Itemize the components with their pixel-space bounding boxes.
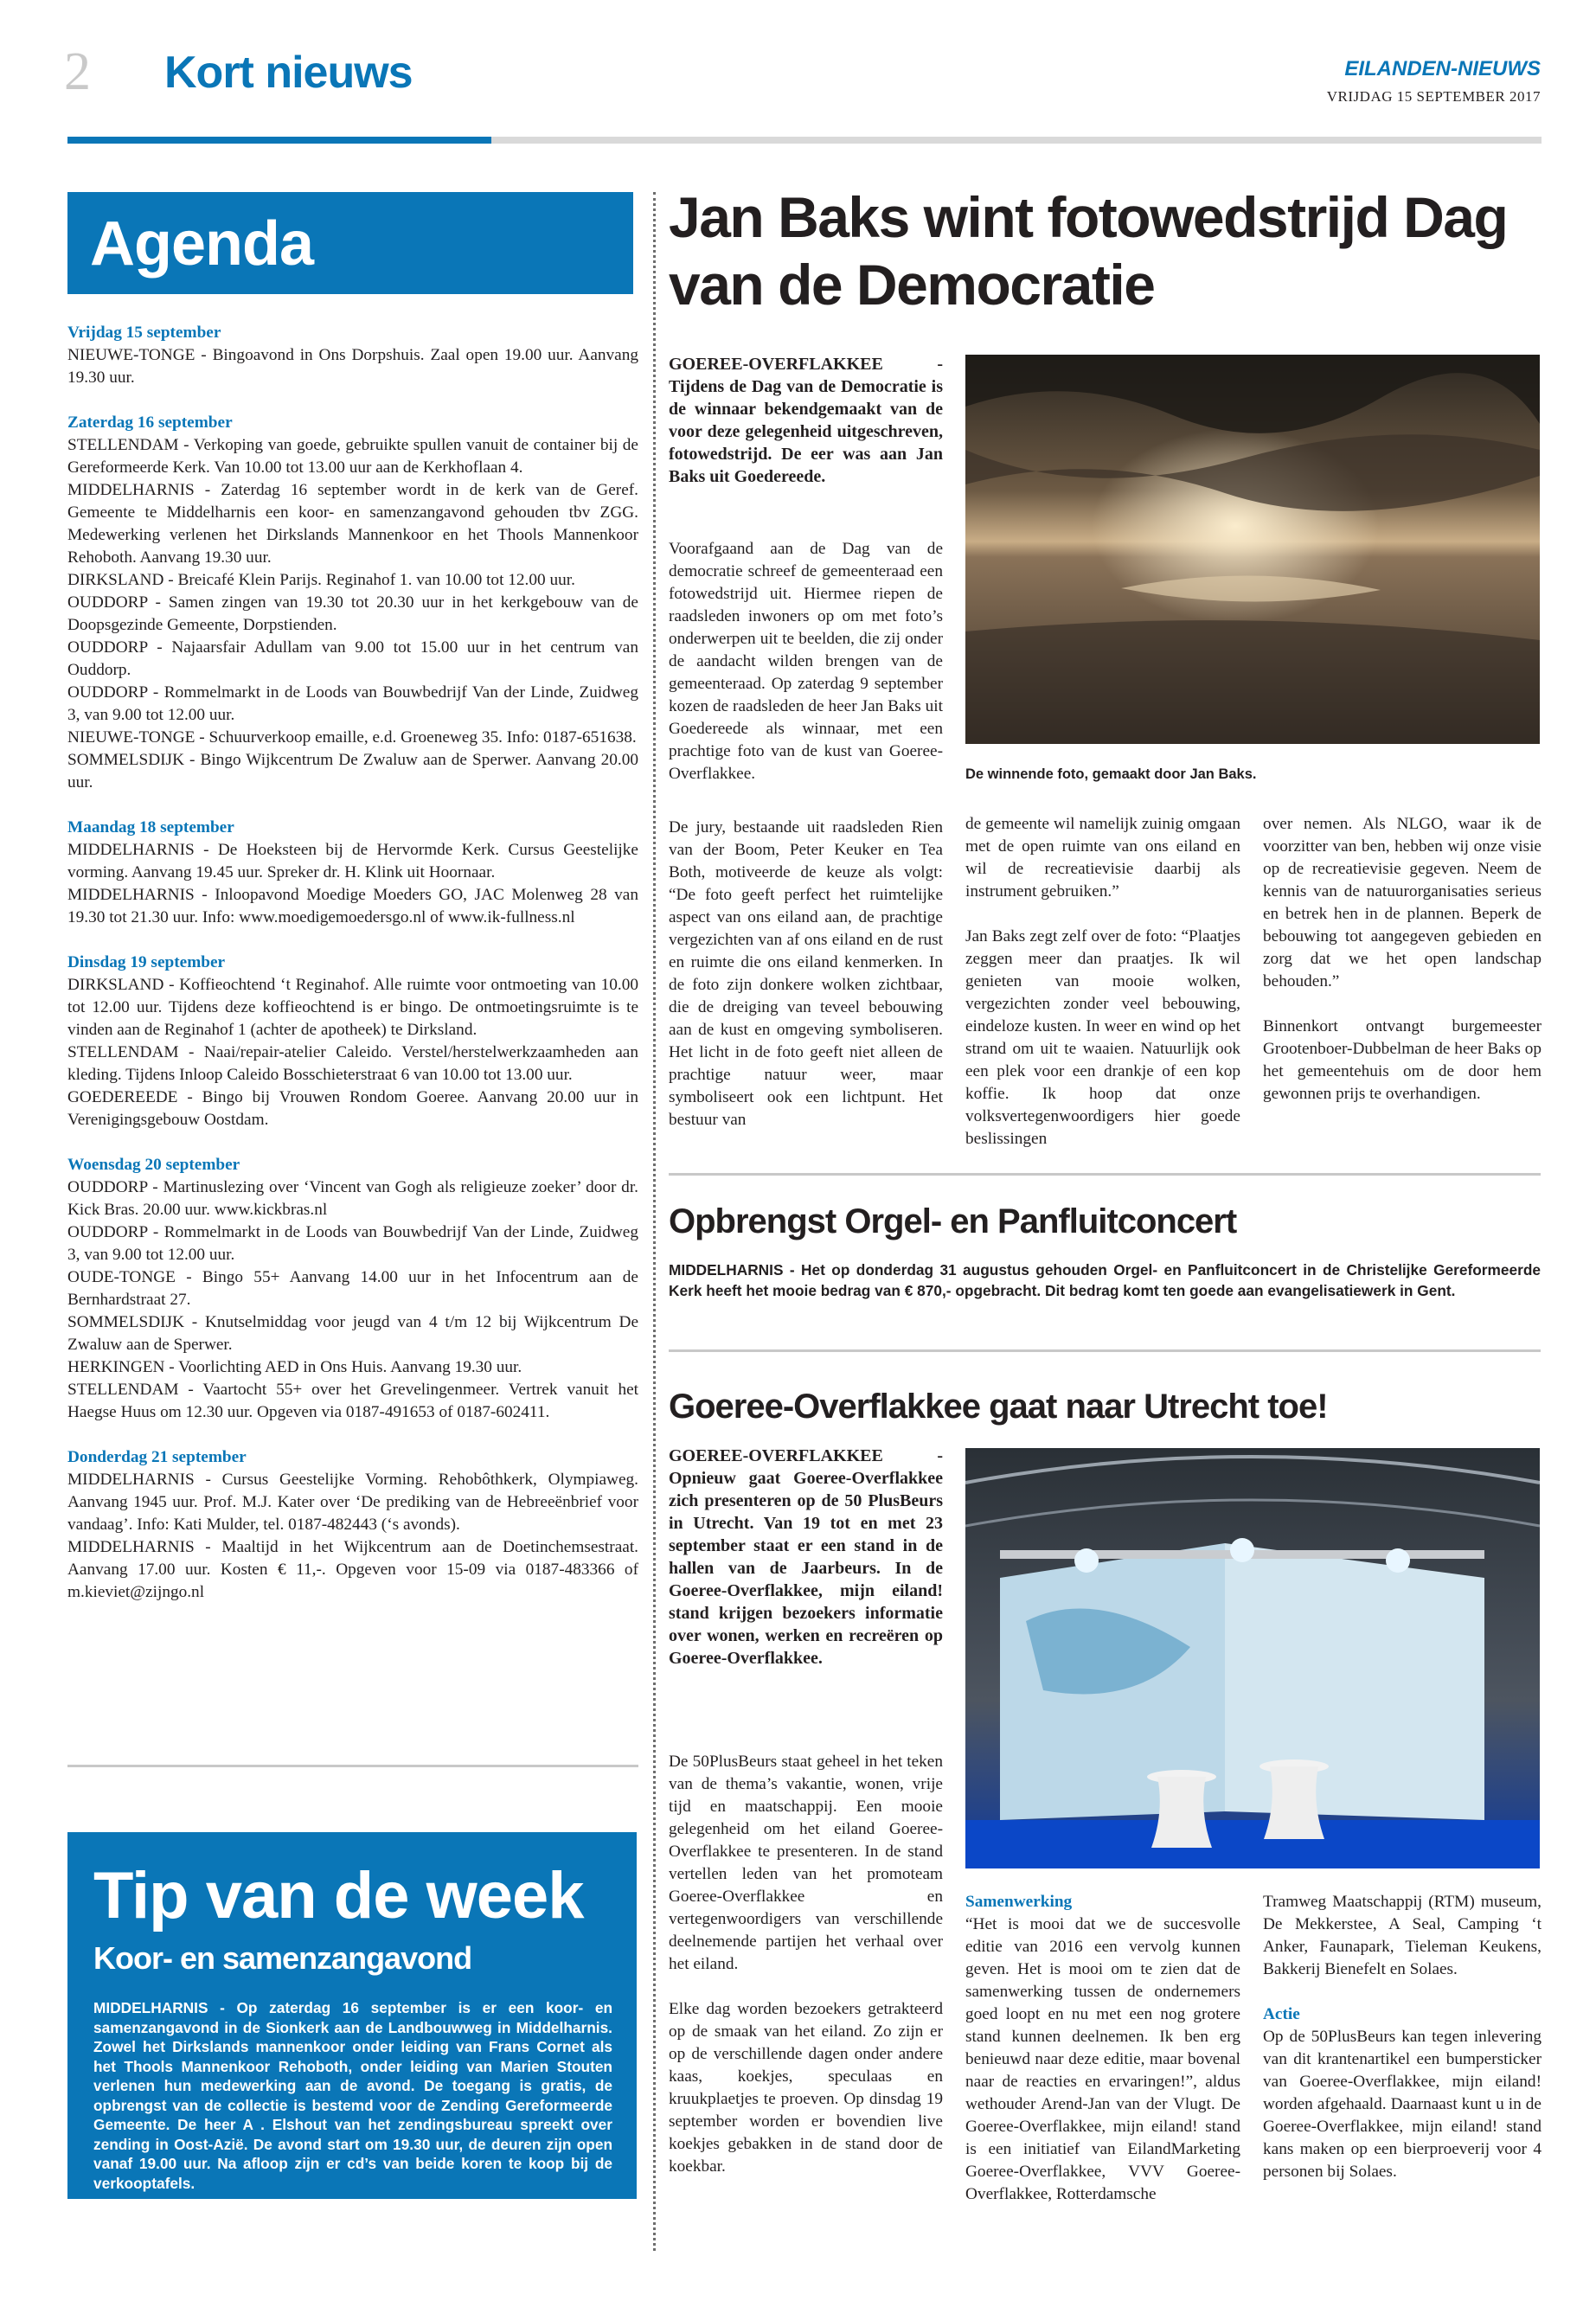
tip-title: Tip van de week (93, 1859, 584, 1932)
tip-subtitle: Koor- en samenzangavond (93, 1940, 472, 1976)
article-paragraph: Binnenkort ontvangt burgemeester Grootenboer-Dubbelman de heer Baks op het gemeentehuis om de door hem gewonnen prijs te overhandigen. (1263, 1017, 1542, 1103)
tip-text: MIDDELHARNIS - Op zaterdag 16 september is er een koor- en samenzangavond in de Sionkerk aan de Landbouwweg in Middelharnis. Zowel het Dirkslands mannenkoor onder leiding van Frans Cornet als het Thools Mannenkoor Rehoboth, onder leiding van Marien Stouten verlenen hun medewerking aan de avond. De toegang is gratis, de opbrengst van de collectie is bestemd voor de Zending Gereformeerde Gemeente. De heer A . Elshout van het zendingsbureau spreekt over zending in Oost-Azië. De avond start om 19.30 uur, de deuren zijn open vanaf 19.00 uur. Na afloop zijn er cd’s van beide koren te koop bij de verkooptafels. (93, 1999, 612, 2192)
agenda-day-label: Woensdag 20 september (67, 1156, 240, 1174)
article-lead: MIDDELHARNIS - Het op donderdag 31 augustus gehouden Orgel- en Panfluitconcert in de Christelijke Gereformeerde Kerk heeft het mooie bedrag van € 870,- opgebracht. Dit bedrag komt ten goede aan evangelisatiewerk in Gent. (669, 1261, 1541, 1299)
article-paragraph: “Het is mooi dat we de succesvolle editie van 2016 een vervolg kunnen geven. Het is mooi om te zien dat de samenwerking tussen de ondernemers goed loopt en nu met een nog grotere stand kunnen deelnemen. Ik ben erg benieuwd naar deze editie, maar bovenal naar de reacties en ervaringen!”, aldus wethouder Arend-Jan van der Vlugt. De Goeree-Overflakkee, mijn eiland! stand is een initiatief van EilandMarketing Goeree-Overflakkee, VVV Goeree-Overflakkee, Rotterdamsche (965, 1915, 1240, 2203)
article-subheading: Samenwerking (965, 1893, 1073, 1911)
agenda-title: Agenda (90, 209, 314, 279)
article-paragraph: Jan Baks zegt zelf over de foto: “Plaatjes zeggen meer dan praatjes. Ik wil genieten van mooie wolken, vergezichten zonder veel bebouwing, eindeloze kusten. In weer en wind op het strand om uit te waaien. Natuurlijk ook een plek voor een drankje of een kop koffie. Ik hoop dat onze volksvertegenwoordigers hier goede beslissingen (965, 927, 1240, 1148)
article-paragraph: De 50PlusBeurs staat geheel in het teken van de thema’s vakantie, wonen, vrije tijd en maatschappij. Een mooie gelegenheid om het eiland Goeree-Overflakkee te presenteren. In de stand vertellen leden van het promoteam Goeree-Overflakkee en vertegenwoordigers van verschillende deelnemende partijen het verhaal over het eiland. (669, 1753, 943, 1973)
agenda-entry: OUDDORP - Rommelmarkt in de Loods van Bouwbedrijf Van der Linde, Zuidweg 3, van 9.00 tot 12.00 uur. (67, 1223, 638, 1264)
article-lead: GOEREE-OVERFLAKKEE - Opnieuw gaat Goeree-Overflakkee zich presenteren op de 50 PlusBeurs in Utrecht. Van 19 tot en met 23 september staat er een stand in de hallen van de Jaarbeurs. In de Goeree-Overflakkee, mijn eiland! stand krijgen bezoekers informatie over wonen, werken en recreëren op Goeree-Overflakkee. (669, 1446, 943, 1668)
article-column (965, 813, 1240, 1150)
agenda-entry: SOMMELSDIJK - Knutselmiddag voor jeugd van 4 t/m 12 bij Wijkcentrum De Zwaluw aan de Sperwer. (67, 1313, 638, 1354)
agenda-entry: HERKINGEN - Voorlichting AED in Ons Huis. Aanvang 19.30 uur. (67, 1358, 522, 1376)
beach-clouds-photo (965, 355, 1540, 744)
agenda-list (67, 322, 638, 1626)
agenda-day-label: Zaterdag 16 september (67, 413, 233, 432)
photo-caption: De winnende foto, gemaakt door Jan Baks. (965, 766, 1257, 782)
agenda-entry: SOMMELSDIJK - Bingo Wijkcentrum De Zwaluw aan de Sperwer. Aanvang 20.00 uur. (67, 751, 638, 792)
section-rule (669, 1349, 1541, 1352)
agenda-entry: DIRKSLAND - Breicafé Klein Parijs. Reginahof 1. van 10.00 tot 12.00 uur. (67, 571, 575, 589)
tip-of-the-week (67, 1832, 637, 2199)
agenda-entry: DIRKSLAND - Koffieochtend ‘t Reginahof. Alle ruimte voor ontmoeting van 10.00 tot 12.00 uur. Tijdens deze koffieochtend is er bingo. De ontmoetingsruimte is te vinden aan de Reginahof 1 (achter de apotheek) te Dirksland. (67, 976, 638, 1039)
agenda-day-label: Vrijdag 15 september (67, 324, 221, 342)
agenda-day (67, 1446, 638, 1604)
article-column (1263, 813, 1542, 1106)
article-paragraph: de gemeente wil namelijk zuinig omgaan met de open ruimte van ons eiland en wil de recreatievisie daarbij als instrument gebruiken.” (965, 815, 1240, 901)
agenda-entry: MIDDELHARNIS - Zaterdag 16 september wordt in de kerk van de Geref. Gemeente te Middelharnis een koor- en samenzangavond gehouden tbv ZGG. Medewerking verlenen het Dirkslands Mannenkoor en het Thools Mannenkoor Rehoboth. Aanvang 19.30 uur. (67, 481, 638, 567)
agenda-entry: GOEDEREEDE - Bingo bij Vrouwen Rondom Goeree. Aanvang 20.00 uur in Verenigingsgebouw Oostdam. (67, 1088, 638, 1129)
agenda-entry: NIEUWE-TONGE - Schuurverkoop emaille, e.d. Groeneweg 35. Info: 0187-651638. (67, 728, 637, 747)
agenda-day (67, 817, 638, 929)
agenda-day-label: Donderdag 21 september (67, 1448, 247, 1466)
agenda-day (67, 1154, 638, 1424)
agenda-entry: OUDE-TONGE - Bingo 55+ Aanvang 14.00 uur in het Infocentrum aan de Bernhardstraat 27. (67, 1268, 638, 1309)
section-rule (669, 1173, 1541, 1176)
article-headline: Opbrengst Orgel- en Panfluitconcert (669, 1202, 1237, 1240)
agenda-entry: OUDDORP - Rommelmarkt in de Loods van Bouwbedrijf Van der Linde, Zuidweg 3, van 9.00 tot 12.00 uur. (67, 683, 638, 724)
article-paragraph: Op de 50PlusBeurs kan tegen inlevering van dit krantenartikel een bumpersticker van Goeree-Overflakkee, mijn eiland! worden afgehaald. Daarnaast kunt u in de Goeree-Overflakkee, mijn eiland! stand kans maken op een bierproeverij voor 4 personen bij Solaes. (1263, 2028, 1542, 2181)
agenda-day (67, 322, 638, 389)
agenda-entry: OUDDORP - Najaarsfair Adullam van 9.00 tot 15.00 uur in het centrum van Ouddorp. (67, 638, 638, 679)
agenda-entry: MIDDELHARNIS - De Hoeksteen bij de Hervormde Kerk. Cursus Geestelijke vorming. Aanvang 19.45 uur. Spreker dr. H. Klink uit Hoornaar. (67, 841, 638, 881)
agenda-entry: STELLENDAM - Verkoping van goede, gebruikte spullen vanuit de container bij de Gereformeerde Kerk. Van 10.00 tot 13.00 uur aan de Kerkhoflaan 4. (67, 436, 638, 477)
agenda-entry: MIDDELHARNIS - Cursus Geestelijke Vorming. Rehobôthkerk, Olympiaweg. Aanvang 1945 uur. Prof. M.J. Kater over ‘De prediking van de Hebreeënbrief voor vandaag’. Info: Kati Mulder, tel. 0187-482443 (‘s avonds). (67, 1471, 638, 1534)
column-divider (653, 192, 656, 2251)
article-paragraph: over nemen. Als NLGO, waar ik de voorzitter van ben, hebben wij onze visie op de recreatievisie gegeven. Neem de kennis van de natuurorganisaties serieus en betrek hen in de plannen. Beperk de bebouwing tot aangegeven gebieden en zorg dat we het open landschap behouden.” (1263, 815, 1542, 990)
section-title: Kort nieuws (164, 48, 413, 98)
fair-booth-photo (965, 1448, 1540, 1868)
newspaper-logo: EILANDEN-NIEUWS (1344, 57, 1541, 80)
article-paragraph: De jury, bestaande uit raadsleden Rien van der Boom, Peter Keuker en Tea Both, motiveerde de keuze als volgt: “De foto geeft perfect het ruimtelijke aspect van ons eiland aan, de prachtige vergezichten van af ons eiland en de rust en ruimte die ons eiland kenmerken. In de foto zijn donkere wolken zichtbaar, die de dreiging van teveel bebouwing aan de kust en omgeving symboliseren. Het licht in de foto geeft niet alleen de prachtige natuur weer, maar symboliseert ook een lichtpunt. Het bestuur van (669, 818, 943, 1129)
agenda-entry: NIEUWE-TONGE - Bingoavond in Ons Dorpshuis. Zaal open 19.00 uur. Aanvang 19.30 uur. (67, 346, 638, 387)
agenda-day-label: Maandag 18 september (67, 818, 234, 836)
agenda-day-label: Dinsdag 19 september (67, 953, 226, 971)
agenda-header (67, 192, 633, 294)
header-rule (491, 137, 1542, 144)
agenda-entry: STELLENDAM - Vaartocht 55+ over het Grevelingenmeer. Vertrek vanuit het Haegse Huus om 12.30 uur. Opgeven via 0187-491653 of 0187-602411. (67, 1381, 638, 1421)
agenda-day (67, 412, 638, 794)
agenda-entry: STELLENDAM - Naai/repair-atelier Caleido. Verstel/herstelwerkzaamheden aan kleding. Tijdens Inloop Caleido Bosschieterstraat 6 van 10.00 tot 13.00 uur. (67, 1043, 638, 1084)
article-headline: Goeree-Overflakkee gaat naar Utrecht toe! (669, 1388, 1328, 1426)
agenda-day (67, 952, 638, 1131)
article-column (1263, 1891, 1542, 2183)
article-headline: Jan Baks wint fotowedstrijd Dag van de Democratie (669, 185, 1508, 317)
article-paragraph: Tramweg Maatschappij (RTM) museum, De Mekkerstee, A Seal, Camping ‘t Anker, Faunapark, Tieleman Keukens, Bakkerij Bienefelt en Solaes. (1263, 1893, 1542, 1978)
section-rule (67, 1765, 638, 1767)
header-rule-accent (67, 137, 491, 144)
article-lead: GOEREE-OVERFLAKKEE - Tijdens de Dag van de Democratie is de winnaar bekendgemaakt van de voor deze gelegenheid uitgeschreven, fotowedstrijd. De eer was aan Jan Baks uit Goedereede. (669, 355, 943, 486)
page-number: 2 (64, 42, 91, 101)
article-subheading: Actie (1263, 2005, 1300, 2023)
agenda-entry: OUDDORP - Martinuslezing over ‘Vincent van Gogh als religieuze zoeker’ door dr. Kick Bras. 20.00 uur. www.kickbras.nl (67, 1178, 638, 1219)
article-paragraph: Elke dag worden bezoekers getrakteerd op de smaak van het eiland. Zo zijn er op de verschillende dagen onder andere kaas, koekjes, speculaas en kruukplaetjes te proeven. Op dinsdag 19 september worden er bovendien live koekjes gebakken in de stand door de koekbar. (669, 2000, 943, 2176)
issue-date: VRIJDAG 15 SEPTEMBER 2017 (1326, 88, 1541, 105)
article-column (669, 1751, 943, 2178)
agenda-entry: MIDDELHARNIS - Maaltijd in het Wijkcentrum aan de Doetinchemsestraat. Aanvang 17.00 uur. Kosten € 11,-. Opgeven voor 15-09 via 0187-483366 of m.kieviet@zijngo.nl (67, 1538, 638, 1601)
agenda-entry: OUDDORP - Samen zingen van 19.30 tot 20.30 uur in het kerkgebouw van de Doopsgezinde Gemeente, Dorpstienden. (67, 593, 638, 634)
article-paragraph: Voorafgaand aan de Dag van de democratie schreef de gemeenteraad een fotowedstrijd uit. Hiermee riepen de raadsleden inwoners op om met foto’s onderwerpen uit te beelden, die zij onder de aandacht wilden brengen van de gemeenteraad. Op zaterdag 9 september kozen de raadsleden de heer Jan Baks uit Goedereede als winnaar, met een prachtige foto van de kust van Goeree-Overflakkee. (669, 540, 943, 783)
agenda-entry: MIDDELHARNIS - Inloopavond Moedige Moeders GO, JAC Molenweg 28 van 19.30 tot 21.30 uur. Info: www.moedigemoedersgo.nl of www.ik-fullness.nl (67, 886, 638, 926)
article-column (965, 1891, 1240, 2206)
